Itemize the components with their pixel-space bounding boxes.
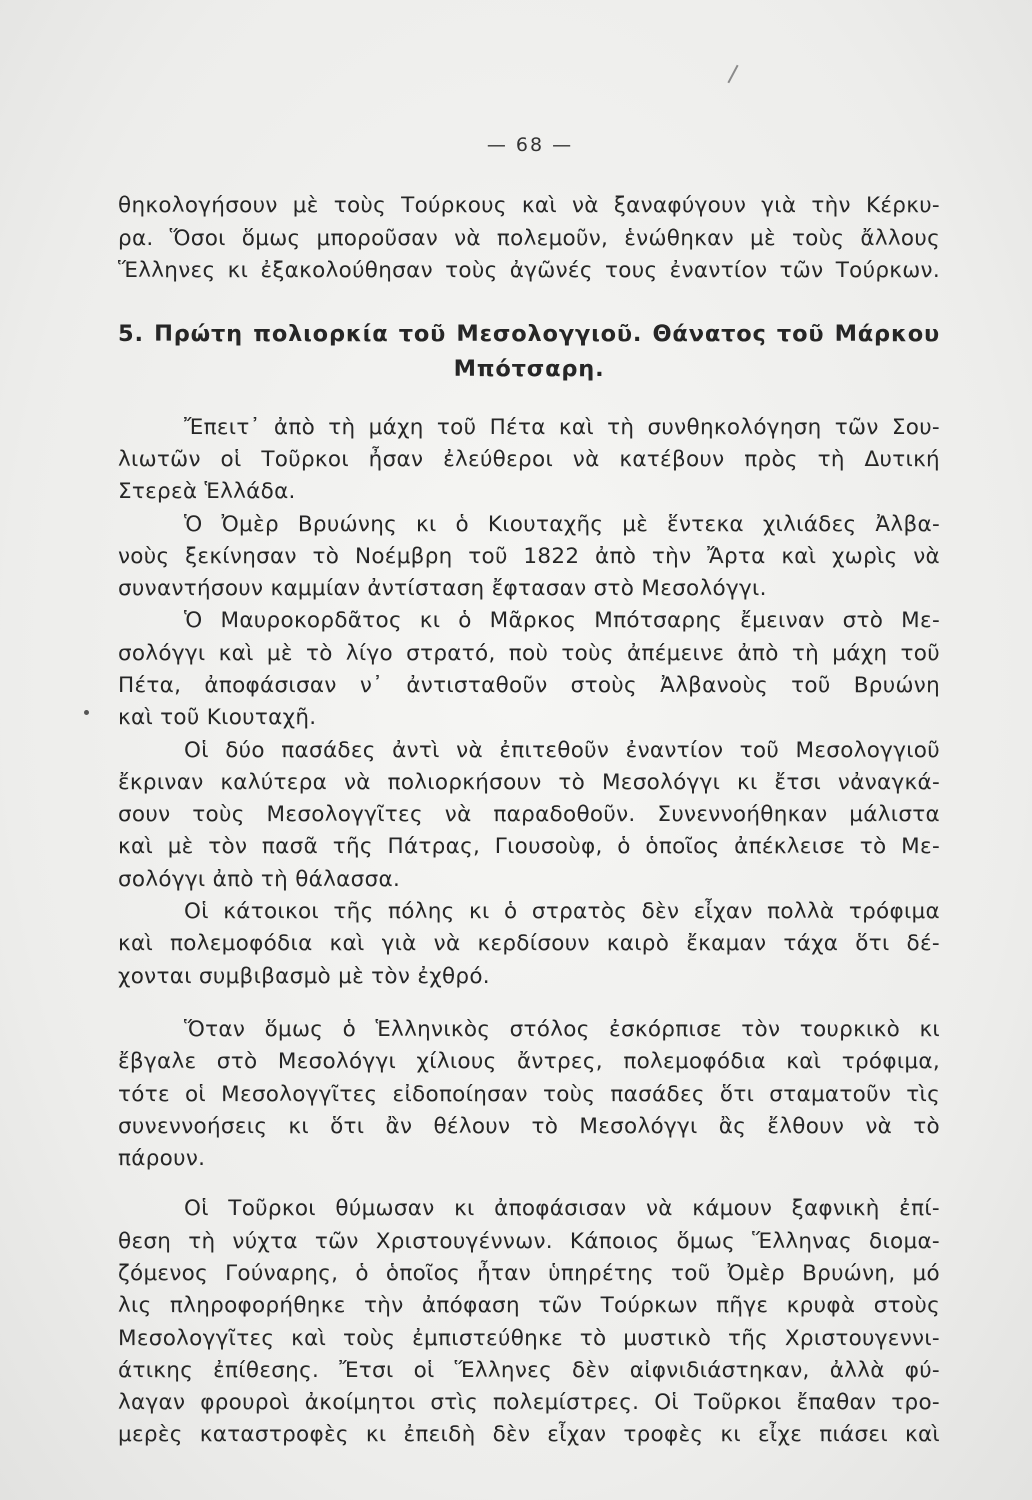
text-line: συνεννοήσεις κι ὅτι ἂν θέλουν τὸ Μεσολόγγι ἂς ἔλθουν νὰ τὸ bbox=[118, 1114, 940, 1139]
text-line: ἔβγαλε στὸ Μεσολόγγι χίλιους ἄντρες, πολεμοφόδια καὶ τρόφιμα, bbox=[118, 1049, 940, 1074]
text-line: Πέτα, ἀποφάσισαν ν᾽ ἀντισταθοῦν στοὺς Ἀλβανοὺς τοῦ Βρυώνη bbox=[118, 673, 940, 698]
text-line: καὶ τοῦ Κιουταχῆ. bbox=[118, 705, 317, 730]
text-line: Ἔπειτ᾽ ἀπὸ τὴ μάχη τοῦ Πέτα καὶ τὴ συνθηκολόγηση τῶν Σου- bbox=[184, 415, 940, 440]
text-line: πάρουν. bbox=[118, 1146, 206, 1171]
text-line: καὶ πολεμοφόδια καὶ γιὰ νὰ κερδίσουν καιρὸ ἔκαμαν τάχα ὅτι δέ- bbox=[118, 931, 940, 956]
text-line: Μεσολογγῖτες καὶ τοὺς ἐμπιστεύθηκε τὸ μυστικὸ τῆς Χριστουγεννι- bbox=[118, 1326, 940, 1351]
text-line: νοὺς ξεκίνησαν τὸ Νοέμβρη τοῦ 1822 ἀπὸ τὴν Ἄρτα καὶ χωρὶς νὰ bbox=[118, 544, 940, 569]
text-line: ζόμενος Γούναρης, ὁ ὁποῖος ἦταν ὑπηρέτης τοῦ Ὀμὲρ Βρυώνη, μό bbox=[118, 1261, 940, 1286]
text-line: Οἱ κάτοικοι τῆς πόλης κι ὁ στρατὸς δὲν εἶχαν πολλὰ τρόφιμα bbox=[184, 899, 940, 924]
text-line: ἔκριναν καλύτερα νὰ πολιορκήσουν τὸ Μεσολόγγι κι ἔτσι νἀναγκά- bbox=[118, 770, 940, 795]
text-line: Ὅταν ὅμως ὁ Ἑλληνικὸς στόλος ἐσκόρπισε τὸν τουρκικὸ κι bbox=[184, 1017, 940, 1042]
text-line: θηκολογήσουν μὲ τοὺς Τούρκους καὶ νὰ ξαναφύγουν γιὰ τὴν Κέρκυ- bbox=[118, 193, 940, 218]
section-heading-continued: Μπότσαρη. bbox=[453, 356, 605, 382]
text-line: Ἕλληνες κι ἐξακολούθησαν τοὺς ἀγῶνές τους ἐναντίον τῶν Τούρκων. bbox=[118, 258, 940, 283]
text-line: μερὲς καταστροφὲς κι ἐπειδὴ δὲν εἶχαν τροφὲς κι εἶχε πιάσει καὶ bbox=[118, 1422, 940, 1447]
text-line: Ὁ Μαυροκορδᾶτος κι ὁ Μᾶρκος Μπότσαρης ἔμειναν στὸ Με- bbox=[184, 608, 940, 633]
text-line: θεση τὴ νύχτα τῶν Χριστουγέννων. Κάποιος ὅμως Ἕλληνας διομα- bbox=[118, 1229, 940, 1254]
text-line: τότε οἱ Μεσολογγῖτες εἰδοποίησαν τοὺς πασάδες ὅτι σταματοῦν τὶς bbox=[118, 1082, 940, 1107]
text-line: λιωτῶν οἱ Τοῦρκοι ἦσαν ἐλεύθεροι νὰ κατέβουν πρὸς τὴ Δυτική bbox=[118, 447, 940, 472]
text-line: χονται συμβιβασμὸ μὲ τὸν ἐχθρό. bbox=[118, 964, 490, 989]
text-line: συναντήσουν καμμίαν ἀντίσταση ἔφτασαν στὸ Μεσολόγγι. bbox=[118, 576, 767, 601]
section-heading: 5. Πρώτη πολιορκία τοῦ Μεσολογγιοῦ. Θάνατος τοῦ Μάρκου bbox=[118, 321, 940, 347]
text-line: Οἱ Τοῦρκοι θύμωσαν κι ἀποφάσισαν νὰ κάμουν ξαφνικὴ ἐπί- bbox=[184, 1196, 940, 1221]
text-line: ρα. Ὅσοι ὅμως μποροῦσαν νὰ πολεμοῦν, ἑνώθηκαν μὲ τοὺς ἄλλους bbox=[118, 226, 940, 251]
text-line: Οἱ δύο πασάδες ἀντὶ νὰ ἐπιτεθοῦν ἐναντίον τοῦ Μεσολογγιοῦ bbox=[184, 738, 940, 763]
text-line: σολόγγι καὶ μὲ τὸ λίγο στρατό, ποὺ τοὺς ἀπέμεινε ἀπὸ τὴ μάχη τοῦ bbox=[118, 641, 940, 666]
margin-dot bbox=[84, 710, 89, 715]
text-line: λαγαν φρουροὶ ἀκοίμητοι στὶς πολεμίστρες. Οἱ Τοῦρκοι ἔπαθαν τρο- bbox=[118, 1390, 940, 1415]
text-line: Ὁ Ὀμὲρ Βρυώνης κι ὁ Κιουταχῆς μὲ ἕντεκα χιλιάδες Ἀλβα- bbox=[184, 512, 940, 537]
text-line: σουν τοὺς Μεσολογγῖτες νὰ παραδοθοῦν. Συνεννοήθηκαν μάλιστα bbox=[118, 802, 940, 827]
text-line: Στερεὰ Ἑλλάδα. bbox=[118, 479, 296, 504]
text-line: άτικης ἐπίθεσης. Ἔτσι οἱ Ἕλληνες δὲν αἰφνιδιάστηκαν, ἀλλὰ φύ- bbox=[118, 1358, 940, 1383]
text-line: σολόγγι ἀπὸ τὴ θάλασσα. bbox=[118, 867, 401, 892]
text-line: καὶ μὲ τὸν πασᾶ τῆς Πάτρας, Γιουσοὺφ, ὁ ὁποῖος ἀπέκλεισε τὸ Με- bbox=[118, 834, 940, 859]
stray-pen-mark bbox=[727, 65, 738, 84]
page-number: — 68 — bbox=[486, 134, 574, 156]
text-line: λις πληροφορήθηκε τὴν ἀπόφαση τῶν Τούρκων πῆγε κρυφὰ στοὺς bbox=[118, 1293, 940, 1318]
